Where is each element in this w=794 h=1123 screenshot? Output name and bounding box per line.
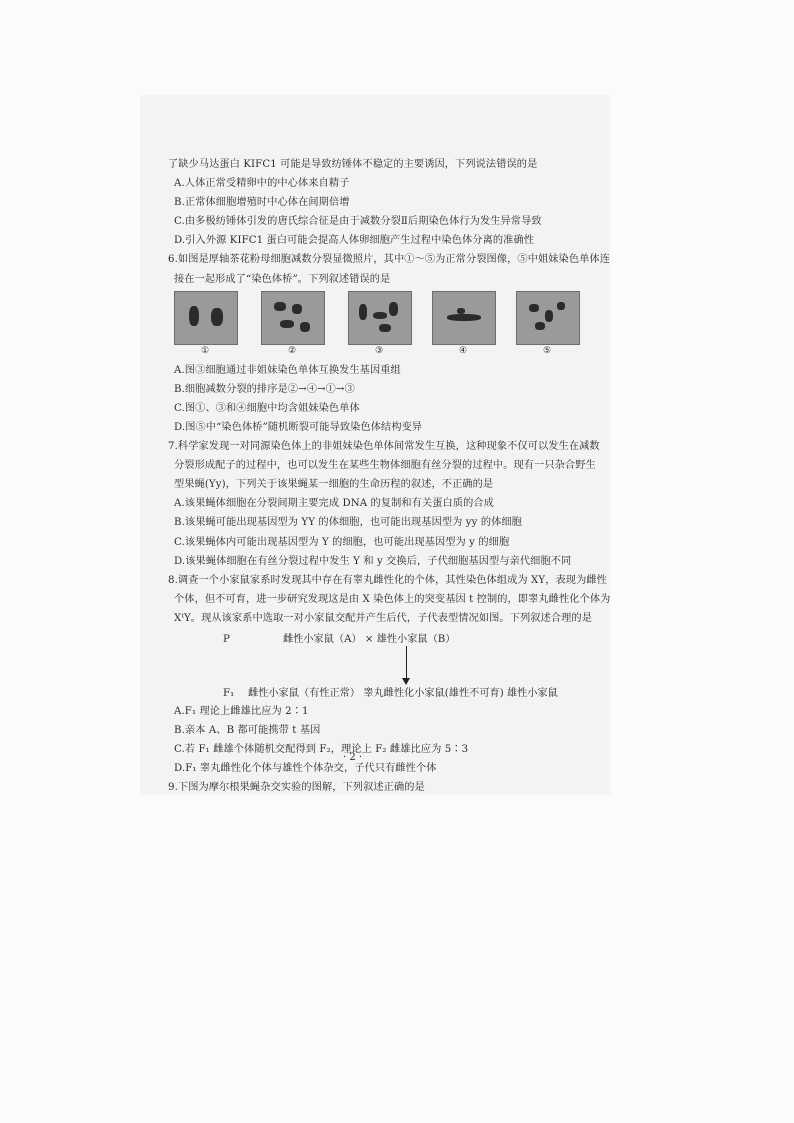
option-line: A.人体正常受精卵中的中心体来自精子 [174, 178, 350, 190]
cross-arrow-line [406, 646, 407, 682]
option-line: C.若 F₁ 雌雄个体随机交配得到 F₂，理论上 F₂ 雌雄比应为 5∶3 [174, 744, 469, 756]
micrograph-3-image [348, 291, 412, 345]
question-8-stem-cont: XᵗY。现从该家系中选取一对小家鼠交配并产生后代，子代表型情况如图。下列叙述合理的是 [174, 612, 592, 624]
question-6-stem: 6.如图是厚轴茶花粉母细胞减数分裂显微照片，其中①～⑤为正常分裂图像，⑤中姐妹染色单体连 [168, 254, 610, 266]
option-line: A.图③细胞通过非姐妹染色单体互换发生基因重组 [174, 364, 401, 376]
option-line: B.该果蝇可能出现基因型为 YY 的体细胞，也可能出现基因型为 yy 的体细胞 [174, 517, 522, 529]
question-7-stem: 7.科学家发现一对同源染色体上的非姐妹染色单体间常发生互换，这种现象不仅可以发生在减数 [168, 441, 600, 453]
micrograph-label: ④ [458, 345, 468, 356]
option-line: D.图⑤中“染色体桥”随机断裂可能导致染色体结构变异 [174, 421, 423, 433]
micrograph-label: ② [287, 345, 297, 356]
option-line: B.亲本 A、B 都可能携带 t 基因 [174, 725, 321, 737]
option-line: D.该果蝇体细胞在有丝分裂过程中发生 Y 和 y 交换后，子代细胞基因型与亲代细胞不同 [174, 555, 572, 567]
option-line: A.该果蝇体细胞在分裂间期主要完成 DNA 的复制和有关蛋白质的合成 [174, 498, 494, 510]
micrograph-label: ① [200, 345, 210, 356]
option-line: B.正常体细胞增殖时中心体在间期倍增 [174, 197, 350, 209]
question-9-stem: 9.下图为摩尔根果蝇杂交实验的图解，下列叙述正确的是 [168, 782, 425, 794]
option-line: A.F₁ 理论上雌雄比应为 2∶1 [174, 705, 309, 717]
micrograph-2-image [261, 291, 325, 345]
question-6-stem-cont: 接在一起形成了“染色体桥”。下列叙述错误的是 [174, 273, 391, 285]
option-line: C.图①、③和④细胞中均含姐妹染色单体 [174, 402, 360, 414]
question-8-stem-cont: 个体，但不可育，进一步研究发现这是由 X 染色体上的突变基因 t 控制的，即睾丸雌性化个体为 [174, 593, 611, 605]
micrograph-1-image [174, 291, 238, 345]
micrograph-figure [168, 291, 598, 361]
page-content [168, 155, 611, 797]
micrograph-label: ⑤ [542, 345, 552, 356]
page-number: · 2 · [343, 752, 363, 763]
option-line: C.由多极纺锤体引发的唐氏综合征是由于减数分裂Ⅱ后期染色体行为发生异常导致 [174, 216, 542, 228]
option-line: B.细胞减数分裂的排序是②→④→①→③ [174, 383, 355, 395]
text-line: 了缺少马达蛋白 KIFC1 可能是导致纺锤体不稳定的主要诱因，下列说法错误的是 [168, 159, 538, 170]
question-7-stem-cont: 分裂形成配子的过程中，也可以发生在某些生物体细胞有丝分裂的过程中。现有一只杂合野生 [174, 460, 596, 472]
question-7-stem-cont: 型果蝇(Yy)，下列关于该果蝇某一细胞的生命历程的叙述，不正确的是 [174, 479, 494, 491]
micrograph-label: ③ [374, 345, 384, 356]
cross-offspring: 雌性小家鼠（有性正常） 睾丸雌性化小家鼠(雄性不可育) 雄性小家鼠 [248, 687, 558, 699]
cross-diagram [168, 628, 598, 702]
option-line: D.引入外源 KIFC1 蛋白可能会提高人体卵细胞产生过程中染色体分离的准确性 [174, 235, 535, 247]
cross-p-label: P [223, 633, 230, 645]
cross-f1-label: F₁ [223, 687, 235, 699]
question-8-stem: 8.调查一个小家鼠家系时发现其中存在有睾丸雌性化的个体，其性染色体组成为 XY，表现为雌性 [168, 574, 607, 586]
micrograph-5-image [516, 291, 580, 345]
micrograph-4-image [432, 291, 496, 345]
option-line: C.该果蝇体内可能出现基因型为 Y 的细胞，也可能出现基因型为 y 的细胞 [174, 536, 510, 548]
cross-parents: 雌性小家鼠（A） × 雄性小家鼠（B） [283, 633, 456, 645]
option-line: D.F₁ 睾丸雌性化个体与雄性个体杂交，子代只有雌性个体 [174, 763, 437, 775]
